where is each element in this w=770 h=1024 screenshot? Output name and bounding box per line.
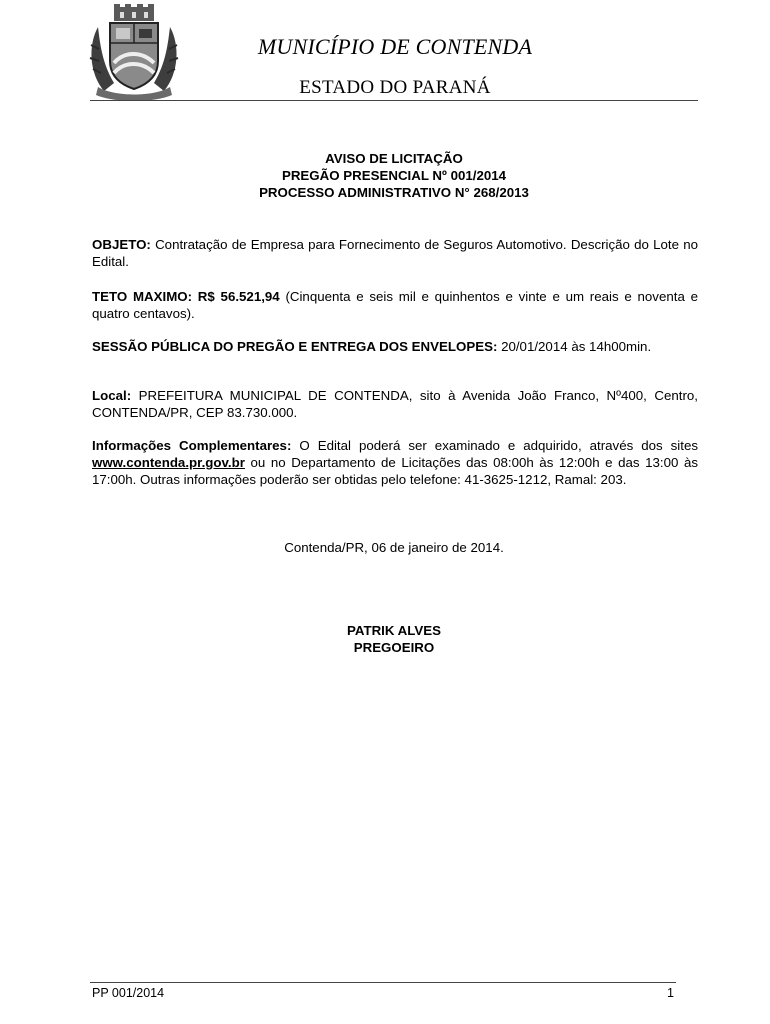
info-paragraph — [92, 437, 698, 488]
page-number: 1 — [667, 986, 674, 1000]
ceiling-text: (Cinquenta e seis mil e quinhentos e vinte e um reais e noventa e quatro centavos). — [92, 289, 698, 321]
signatory-name: PATRIK ALVES — [346, 623, 442, 638]
date-line: Contenda/PR, 06 de janeiro de 2014. — [284, 540, 504, 555]
location-label: Local: — [92, 388, 132, 403]
info-label: Informações Complementares: — [92, 438, 292, 453]
notice-titles — [92, 150, 696, 201]
website-link[interactable]: www.contenda.pr.gov.br — [92, 455, 245, 470]
location-text: PREFEITURA MUNICIPAL DE CONTENDA, sito à Avenida João Franco, Nº400, Centro, CONTENDA/PR, CEP 83.730.000. — [92, 388, 698, 420]
session-text: 20/01/2014 às 14h00min. — [497, 339, 652, 354]
signatory-role: PREGOEIRO — [353, 640, 435, 655]
municipal-crest-icon — [84, 3, 184, 103]
process-number: PROCESSO ADMINISTRATIVO N° 268/2013 — [259, 185, 529, 200]
footer-reference: PP 001/2014 — [92, 986, 165, 1000]
ceiling-paragraph — [92, 288, 698, 322]
auction-number: PREGÃO PRESENCIAL Nº 001/2014 — [281, 168, 507, 183]
object-text: Contratação de Empresa para Fornecimento de Seguros Automotivo. Descrição do Lote no Edital. — [92, 237, 698, 269]
info-text-before: O Edital poderá ser examinado e adquirido, através dos sites — [291, 438, 698, 453]
ceiling-label: TETO MAXIMO: R$ 56.521,94 — [92, 289, 280, 304]
header-divider — [90, 100, 698, 101]
object-paragraph — [92, 236, 698, 270]
signature-block — [92, 622, 696, 656]
object-label: OBJETO: — [92, 237, 151, 252]
session-paragraph — [92, 338, 698, 355]
notice-title: AVISO DE LICITAÇÃO — [325, 151, 463, 166]
state-name: ESTADO DO PARANÁ — [299, 77, 491, 98]
session-label: SESSÃO PÚBLICA DO PREGÃO E ENTREGA DOS ENVELOPES: — [92, 339, 498, 354]
footer-divider — [90, 982, 676, 983]
location-paragraph — [92, 387, 698, 421]
municipality-name: MUNICÍPIO DE CONTENDA — [257, 34, 533, 59]
info-text-after: ou no Departamento de Licitações das 08:00h às 12:00h e das 13:00 às 17:00h. Outras informações poderão ser obtidas pelo telefone: 41-3625-1212, Ramal: 203. — [92, 455, 698, 487]
